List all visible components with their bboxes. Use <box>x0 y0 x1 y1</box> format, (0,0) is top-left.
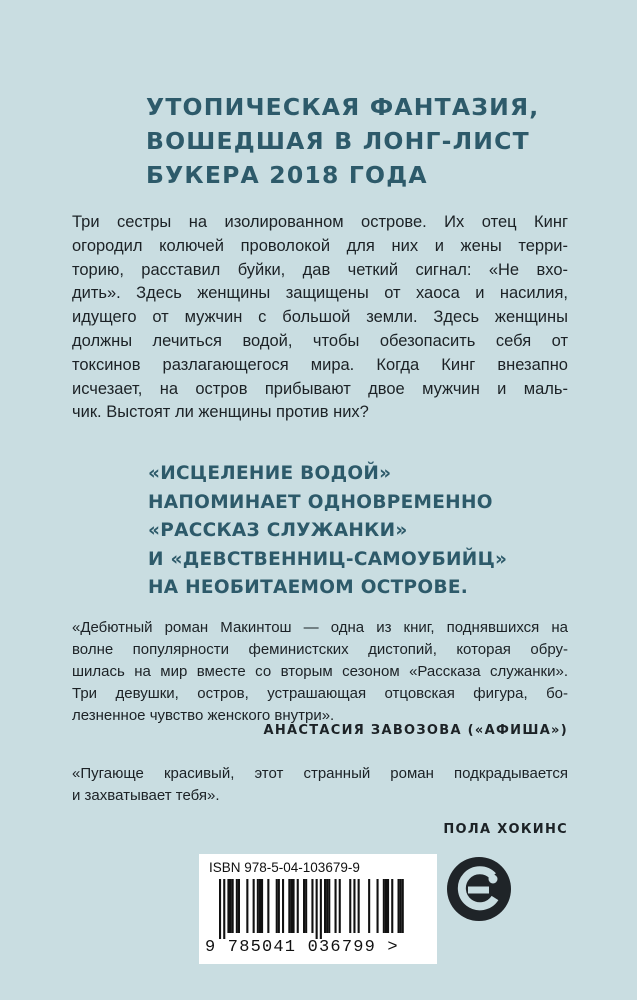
barcode-bar <box>377 879 379 933</box>
synopsis-line: идущего от мужчин с большой земли. Здесь женщины <box>72 308 568 327</box>
barcode-bar <box>339 879 341 933</box>
barcode-bar <box>326 879 328 933</box>
review-line: волне популярности феминистских дистопий, которая обру- <box>72 641 568 658</box>
barcode-bar <box>238 879 240 933</box>
barcode-bar <box>282 879 284 933</box>
barcode-bar <box>400 879 402 933</box>
barcode-bar <box>324 879 326 933</box>
barcode-bars <box>205 879 405 939</box>
barcode-bar <box>311 879 313 933</box>
feature-quote-line: «ИСЦЕЛЕНИЕ ВОДОЙ» <box>148 463 392 484</box>
barcode-bar <box>316 879 318 939</box>
barcode-bar <box>303 879 305 933</box>
review-author: АНАСТАСИЯ ЗАВОЗОВА («АФИША») <box>263 723 568 738</box>
barcode-bar <box>402 879 404 933</box>
barcode-bar <box>391 879 393 933</box>
barcode-bar <box>261 879 263 933</box>
review-author: ПОЛА ХОКИНС <box>443 822 568 837</box>
headline-line: УТОПИЧЕСКАЯ ФАНТАЗИЯ, <box>146 93 540 121</box>
feature-quote-line: НА НЕОБИТАЕМОМ ОСТРОВЕ. <box>148 577 469 598</box>
barcode-bar <box>230 879 232 933</box>
barcode-bar <box>349 879 351 933</box>
headline-line: БУКЕРА 2018 ГОДА <box>146 161 428 189</box>
barcode-digits: 9 785041 036799 > <box>205 938 399 957</box>
barcode-bar <box>257 879 259 933</box>
review-line: лезненное чувство женского внутри». <box>72 707 335 724</box>
synopsis-line: должны лечиться водой, чтобы обезопасить себя от <box>72 331 568 350</box>
headline-line: ВОШЕДШАЯ В ЛОНГ-ЛИСТ <box>146 127 530 155</box>
synopsis-line: торию, расставил буйки, дав четкий сигнал: «Не вхо- <box>72 260 568 279</box>
review-hawkins <box>72 763 568 807</box>
feature-quote <box>148 460 608 603</box>
isbn-number: ISBN 978-5-04-103679-9 <box>209 860 360 875</box>
barcode-bar <box>259 879 261 933</box>
barcode-bar <box>278 879 280 933</box>
barcode-bar <box>368 879 370 933</box>
review-afisha <box>72 617 568 727</box>
review-line: шилась на мир вместе со вторым сезоном «Рассказа служанки». <box>72 663 568 680</box>
feature-quote-line: И «ДЕВСТВЕННИЦ-САМОУБИЙЦ» <box>148 548 508 570</box>
barcode-bar <box>253 879 255 933</box>
barcode-bar <box>297 879 299 933</box>
review-line: Три девушки, остров, устрашающая отцовская фигура, бо- <box>72 685 568 702</box>
barcode-bar <box>385 879 387 933</box>
synopsis-line: токсинов разлагающегося мира. Когда Кинг внезапно <box>72 355 568 374</box>
barcode-bar <box>290 879 292 933</box>
review-line: «Дебютный роман Макинтош — одна из книг, поднявшихся на <box>72 619 568 636</box>
isbn-barcode <box>199 854 437 964</box>
barcode-bar <box>232 879 234 933</box>
feature-quote-line: НАПОМИНАЕТ ОДНОВРЕМЕННО <box>148 491 493 513</box>
barcode-bar <box>383 879 385 933</box>
barcode-bar <box>227 879 229 933</box>
barcode-bar <box>320 879 322 939</box>
barcode-bar <box>398 879 400 933</box>
headline <box>146 90 616 192</box>
barcode-bar <box>236 879 238 933</box>
barcode-bar <box>358 879 360 933</box>
synopsis-line: огородил колючей проволокой для них и жены терри- <box>72 236 568 255</box>
barcode-bar <box>293 879 295 933</box>
synopsis <box>72 211 568 425</box>
barcode-bar <box>223 879 225 939</box>
synopsis-line: исчезает, на остров прибывают двое мужчин и маль- <box>72 379 568 398</box>
review-line: и захватывает тебя». <box>72 787 220 804</box>
barcode-bar <box>246 879 248 933</box>
barcode-bar <box>276 879 278 933</box>
feature-quote-line: «РАССКАЗ СЛУЖАНКИ» <box>148 520 408 541</box>
barcode-bar <box>335 879 337 933</box>
barcode-bar <box>267 879 269 933</box>
barcode-bar <box>328 879 330 933</box>
barcode-bar <box>288 879 290 933</box>
barcode-bar <box>305 879 307 933</box>
synopsis-line: дить». Здесь женщины защищены от хаоса и насилия, <box>72 284 568 303</box>
synopsis-line: Три сестры на изолированном острове. Их отец Кинг <box>72 213 568 231</box>
barcode-bar <box>219 879 221 939</box>
barcode-bar <box>387 879 389 933</box>
eksmo-logo-icon <box>446 856 512 922</box>
barcode-bar <box>353 879 355 933</box>
synopsis-line: чик. Выстоят ли женщины против них? <box>72 403 369 422</box>
review-line: «Пугающе красивый, этот странный роман подкрадывается <box>72 765 568 782</box>
